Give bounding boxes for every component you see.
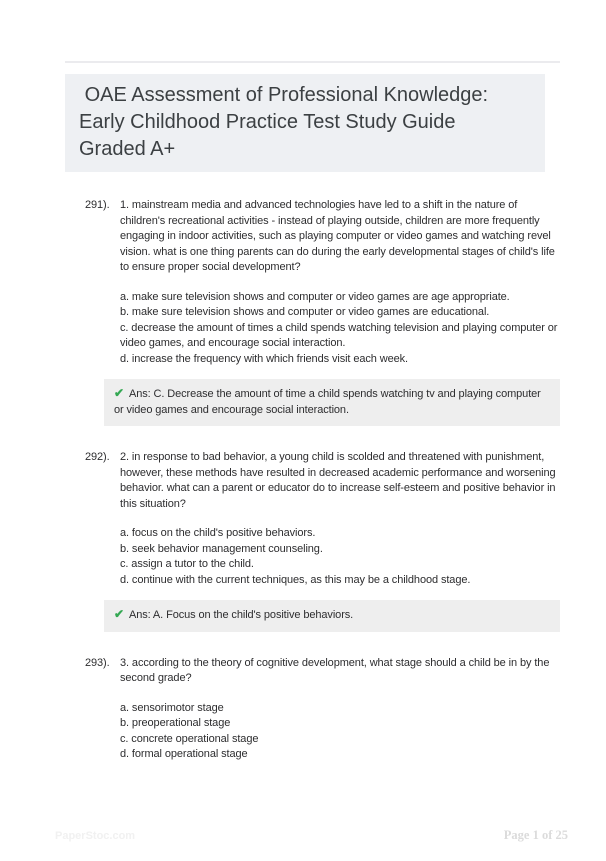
answer-check-icon: ✔ [114, 386, 124, 400]
option-item: b. seek behavior management counseling. [120, 542, 323, 555]
options-list [120, 290, 560, 368]
question-number: 293). [85, 656, 110, 669]
option-item: d. increase the frequency with which friends visit each week. [120, 352, 408, 365]
answer-check-icon: ✔ [114, 607, 124, 621]
option-item: a. make sure television shows and computer or video games are age appropriate. [120, 290, 510, 303]
option-item: c. concrete operational stage [120, 732, 259, 745]
question-body [114, 198, 560, 426]
document-title-line: Graded A+ [79, 138, 176, 160]
question-body [120, 656, 560, 763]
answer-box [104, 600, 560, 632]
option-item: d. formal operational stage [120, 748, 248, 760]
option-item: c. decrease the amount of times a child spends watching television and playing computer or video games, and encourage social interaction. [120, 321, 558, 349]
option-item: a. sensorimotor stage [120, 701, 224, 714]
options-list [120, 701, 560, 763]
watermark-text: PaperStoc.com [55, 830, 136, 842]
options-list [120, 526, 560, 588]
answer-text: Ans: C. Decrease the amount of time a child spends watching tv and playing computer or video games and encourage social interaction. [114, 388, 541, 416]
document-page [0, 61, 606, 842]
option-item: c. assign a tutor to the child. [120, 558, 254, 570]
question-text: 3. according to the theory of cognitive development, what stage should a child be in by the second grade? [120, 656, 550, 684]
questions-list [85, 198, 560, 763]
question-number: 292). [85, 451, 110, 463]
option-item: b. preoperational stage [120, 717, 231, 729]
top-divider [65, 61, 560, 63]
question-number: 291). [85, 199, 110, 211]
page-indicator: Page 1 of 25 [503, 828, 568, 842]
question-text: 1. mainstream media and advanced technologies have led to a shift in the nature of children's recreational activities - instead of playing outside, children are more frequently engaging in indoor activities, such as playing computer or video games and watching revel vision. what is one thing parents can do during the early developmental stages of child's life to ensure proper social development? [120, 199, 555, 273]
option-item: a. focus on the child's positive behaviors. [120, 527, 316, 539]
option-item: b. make sure television shows and computer or video games are educational. [120, 306, 490, 318]
document-title-line: OAE Assessment of Professional Knowledge: [79, 84, 489, 106]
document-title-box [65, 74, 545, 172]
question-item [85, 450, 560, 632]
question-item [85, 198, 560, 426]
option-item: d. continue with the current techniques, as this may be a childhood stage. [120, 573, 471, 586]
document-title-line: Early Childhood Practice Test Study Guide [79, 111, 456, 133]
question-body [114, 450, 560, 632]
question-item [85, 656, 560, 763]
answer-box [104, 379, 560, 426]
question-text: 2. in response to bad behavior, a young child is scolded and threatened with punishment, however, these methods have resulted in decreased academic performance and worsening behavior. what can a parent or educator do to increase self-esteem and positive behavior in this situation? [120, 451, 556, 510]
answer-text: Ans: A. Focus on the child's positive behaviors. [128, 609, 354, 621]
